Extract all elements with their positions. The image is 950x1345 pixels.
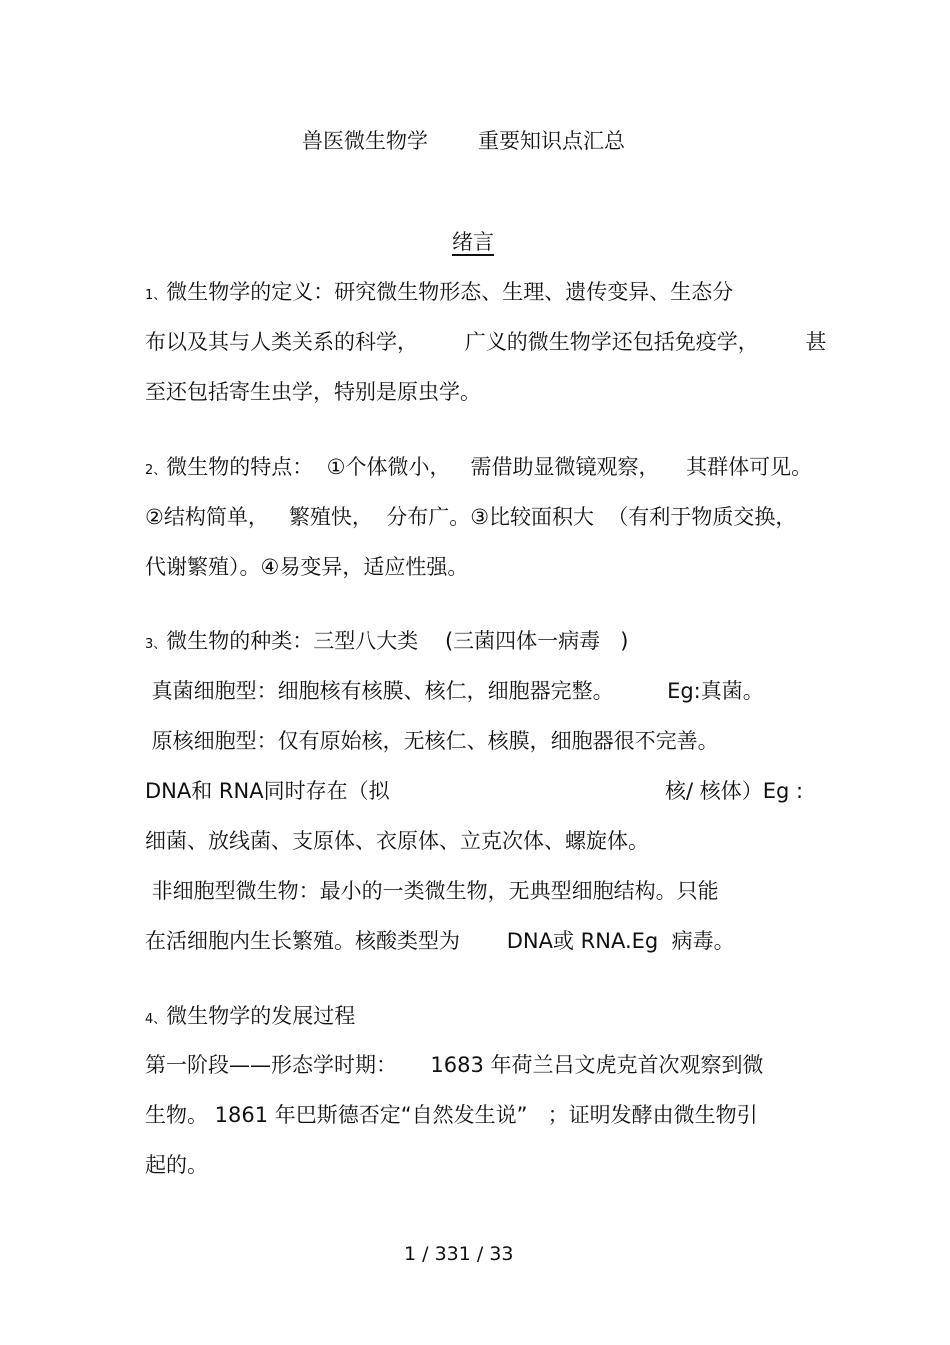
paragraph-line: 生物。 1861 年巴斯德否定“自然发生说” ；证明发酵由微生物引 — [145, 1103, 758, 1127]
paragraph-line: 原核细胞型：仅有原始核，无核仁、核膜，细胞器很不完善。 — [145, 729, 719, 753]
line-text: 微生物的特点： ①个体微小， 需借助显微镜观察， 其群体可见。 — [166, 455, 813, 479]
paragraph-line — [145, 279, 733, 309]
line-text: 微生物的种类：三型八大类 (三菌四体一病毒 ) — [166, 629, 629, 653]
paragraph-line: 至还包括寄生虫学，特别是原虫学。 — [145, 380, 481, 404]
item-number: 1、 — [145, 288, 167, 303]
paragraph-line — [145, 1003, 355, 1033]
paragraph-line — [145, 628, 628, 658]
paragraph-line: 非细胞型微生物：最小的一类微生物，无典型细胞结构。只能 — [145, 879, 719, 903]
page-number: 1 / 331 / 33 — [404, 1243, 514, 1265]
section-heading: 绪言 — [452, 230, 494, 254]
title-part-1: 兽医微生物学 — [302, 129, 428, 153]
paragraph-line — [145, 454, 812, 484]
line-text: 微生物学的发展过程 — [166, 1004, 356, 1028]
paragraph-line: 真菌细胞型：细胞核有核膜、核仁，细胞器完整。 Eg:真菌。 — [145, 679, 764, 703]
paragraph-line: 布以及其与人类关系的科学， 广义的微生物学还包括免疫学， 甚 — [145, 330, 827, 354]
item-number: 3、 — [145, 637, 167, 652]
paragraph-line: 起的。 — [145, 1153, 208, 1177]
paragraph-line: DNA和 RNA同时存在（拟 — [145, 779, 390, 803]
document-title — [302, 128, 625, 154]
paragraph-line: ②结构简单， 繁殖快， 分布广。③比较面积大 （有利于物质交换， — [145, 505, 797, 529]
item-number: 4、 — [145, 1012, 167, 1027]
paragraph-line: 代谢繁殖）。④易变异，适应性强。 — [145, 555, 469, 579]
title-part-2: 重要知识点汇总 — [478, 129, 625, 153]
paragraph-line: 在活细胞内生长繁殖。核酸类型为 DNA或 RNA.Eg 病毒。 — [145, 929, 735, 953]
paragraph-line-fragment: 核/ 核体）Eg : — [665, 779, 804, 803]
paragraph-line: 细菌、放线菌、支原体、衣原体、立克次体、螺旋体。 — [145, 829, 649, 853]
item-number: 2、 — [145, 463, 167, 478]
line-text: 微生物学的定义：研究微生物形态、生理、遗传变异、生态分 — [166, 280, 734, 304]
paragraph-line: 第一阶段——形态学时期： 1683 年荷兰吕文虎克首次观察到微 — [145, 1053, 764, 1077]
